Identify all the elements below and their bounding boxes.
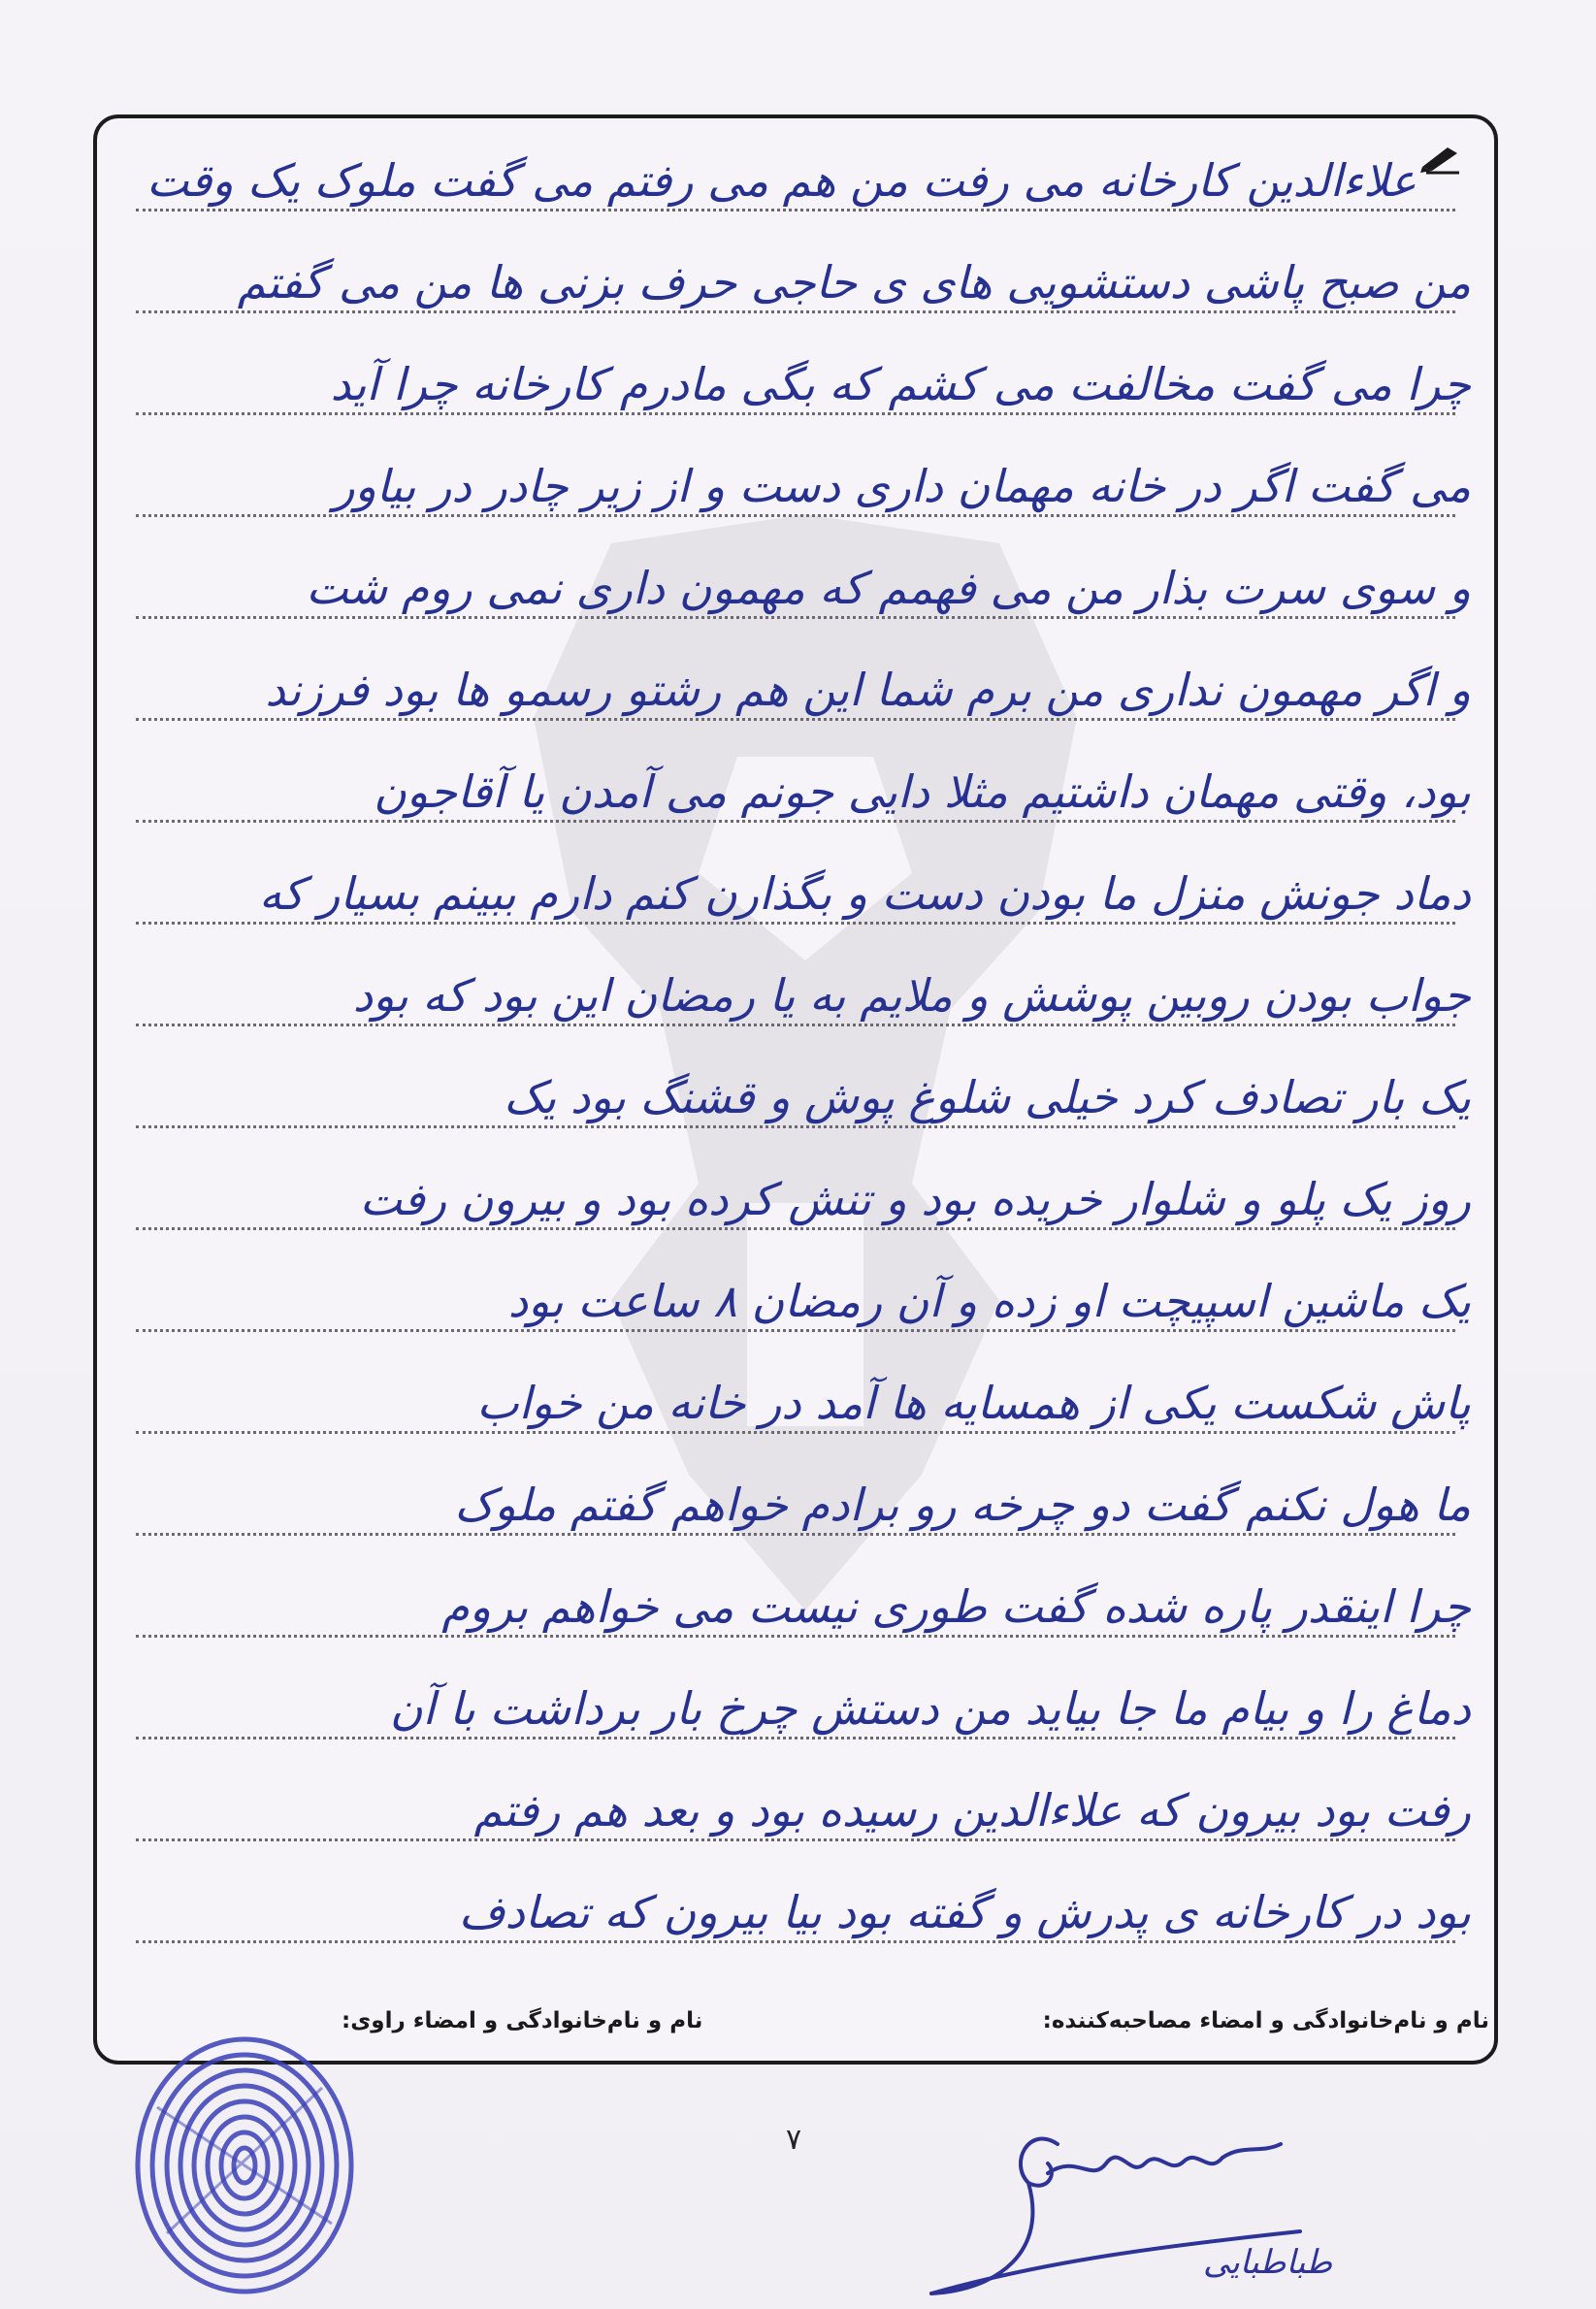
handwritten-line [116, 655, 1475, 732]
handwritten-line-text: پاش شکست یکی از همسایه ها آمد در خانه من خواب [476, 1377, 1471, 1429]
handwritten-line-text: رفت بود بیرون که علاءالدین رسیده بود و بعد هم رفتم [473, 1784, 1471, 1837]
handwritten-line [116, 553, 1475, 631]
handwritten-line [116, 1775, 1475, 1853]
handwritten-line-text: روز یک پلو و شلوار خریده بود و تنش کرده بود و بیرون رفت [359, 1173, 1471, 1225]
handwritten-line-text: ما هول نکنم گفت دو چرخه رو برادم خواهم گفتم ملوک [454, 1479, 1471, 1531]
handwritten-line [116, 1164, 1475, 1242]
handwritten-line [116, 1470, 1475, 1547]
handwritten-line [116, 247, 1475, 325]
handwritten-line [116, 349, 1475, 427]
handwritten-line [116, 757, 1475, 834]
handwritten-line [116, 1368, 1475, 1446]
handwritten-line [116, 1266, 1475, 1344]
handwritten-body [116, 146, 1475, 2018]
handwritten-line [116, 451, 1475, 529]
handwritten-line-text: دماغ را و بیام ما جا بیاید من دستش چرخ بار برداشت با آن [389, 1682, 1471, 1735]
handwritten-line-text: من صبح پاشی دستشویی های ی حاجی حرف بزنی ها من می گفتم [237, 256, 1471, 309]
handwritten-line-text: بود، وقتی مهمان داشتیم مثلا دایی جونم می آمدن یا آقاجون [374, 765, 1471, 818]
handwritten-line [116, 1877, 1475, 1955]
handwritten-line-text: بود در کارخانه ی پدرش و گفته بود بیا بیرون که تصادف [458, 1886, 1471, 1938]
handwritten-line [116, 859, 1475, 936]
handwritten-line [116, 1674, 1475, 1751]
handwritten-line [116, 960, 1475, 1038]
signature-name: طباطبایی [1203, 2243, 1333, 2282]
handwritten-line-text: یک ماشین اسپیچت او زده و آن رمضان ۸ ساعت بود [507, 1275, 1471, 1327]
handwritten-line [116, 146, 1475, 223]
handwritten-line-text: دماد جونش منزل ما بودن دست و بگذارن کنم دارم ببینم بسیار که [258, 867, 1471, 920]
handwritten-line [116, 1062, 1475, 1140]
handwritten-line-text: می گفت اگر در خانه مهمان داری دست و از زیر چادر در بیاور [333, 460, 1471, 512]
narrator-signature-caption: نام و نام‌خانوادگی و امضاء راوی: [342, 2008, 703, 2033]
handwritten-line-text: و سوی سرت بذار من می فهمم که مهمون داری نمی روم شت [306, 562, 1471, 614]
handwritten-line-text: و اگر مهمون نداری من برم شما این هم رشتو رسمو ها بود فرزند [265, 664, 1471, 716]
handwritten-line-text: چرا اینقدر پاره شده گفت طوری نیست می خواهم بروم [441, 1580, 1471, 1633]
interviewer-signature-caption: نام و نام‌خانوادگی و امضاء مصاحبه‌کننده: [1042, 2008, 1489, 2033]
page-number: ۷ [786, 2123, 802, 2157]
handwritten-line-text: علاءالدین کارخانه می رفت من هم می رفتم می گفت ملوک یک وقت [147, 154, 1417, 207]
handwritten-line-text: چرا می گفت مخالفت می کشم که بگی مادرم کارخانه چرا آید [330, 358, 1471, 410]
handwritten-line-text: جواب بودن روبین پوشش و ملایم به یا رمضان این بود که بود [352, 969, 1471, 1022]
handwritten-line-text: یک بار تصادف کرد خیلی شلوغ پوش و قشنگ بود یک [504, 1071, 1471, 1123]
pen-icon [1418, 140, 1463, 175]
handwritten-line [116, 1572, 1475, 1649]
fingerprint-icon [118, 2020, 371, 2301]
